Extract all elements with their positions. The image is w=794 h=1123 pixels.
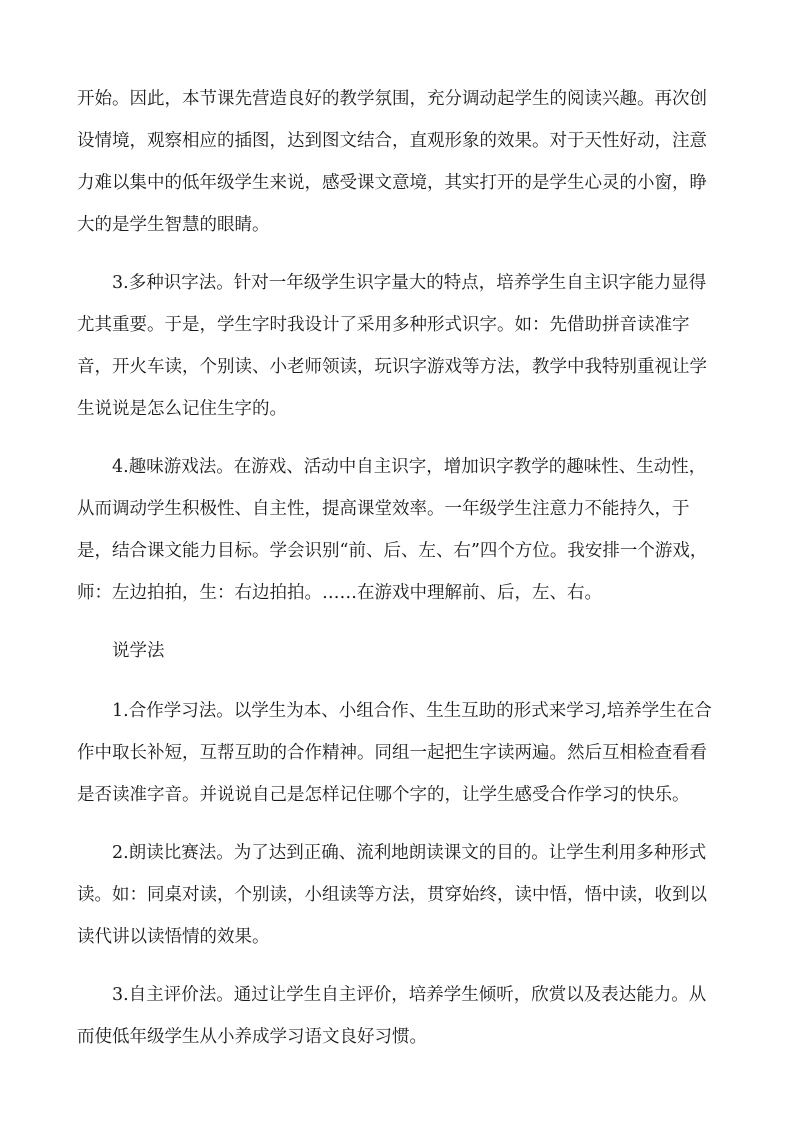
paragraph-self-evaluation: 3.自主评价法。通过让学生自主评价，培养学生倾听，欣赏以及表达能力。从而使低年级学生从小养成学习语文良好习惯。: [77, 985, 707, 1047]
paragraph-reading-contest: 2.朗读比赛法。为了达到正确、流利地朗读课文的目的。让学生利用多种形式读。如：同桌对读，个别读，小组读等方法，贯穿始终，读中悟，悟中读，收到以读代讲以读悟情的效果。: [77, 843, 707, 947]
document-body: [77, 78, 717, 1074]
paragraph-game-method: 4.趣味游戏法。在游戏、活动中自主识字，增加识字教学的趣味性、生动性，从而调动学生积极性、自主性，提高课堂效率。一年级学生注意力不能持久，于是，结合课文能力目标。学会识别“前、后、左、右”四个方位。我安排一个游戏，师：左边拍拍，生：右边拍拍。……在游戏中理解前、后，左、右。: [77, 457, 708, 603]
section-heading-study-method: 说学法: [112, 641, 165, 661]
paragraph-cooperative-learning: 1.合作学习法。以学生为本、小组合作、生生互助的形式来学习,培养学生在合作中取长补短，互帮互助的合作精神。同组一起把生字读两遍。然后互相检查看看是否读准字音。并说说自己是怎样记住哪个字的，让学生感受合作学习的快乐。: [77, 701, 712, 805]
paragraph-reading-interest: 开始。因此，本节课先营造良好的教学氛围，充分调动起学生的阅读兴趣。再次创设情境，观察相应的插图，达到图文结合，直观形象的效果。对于天性好动，注意力难以集中的低年级学生来说，感受课文意境，其实打开的是学生心灵的小窗，睁大的是学生智慧的眼睛。: [77, 89, 707, 235]
paragraph-literacy-methods: 3.多种识字法。针对一年级学生识字量大的特点，培养学生自主识字能力显得尤其重要。于是，学生字时我设计了采用多种形式识字。如：先借助拼音读准字音，开火车读，个别读、小老师领读，玩识字游戏等方法，教学中我特别重视让学生说说是怎么记住生字的。: [77, 273, 707, 419]
